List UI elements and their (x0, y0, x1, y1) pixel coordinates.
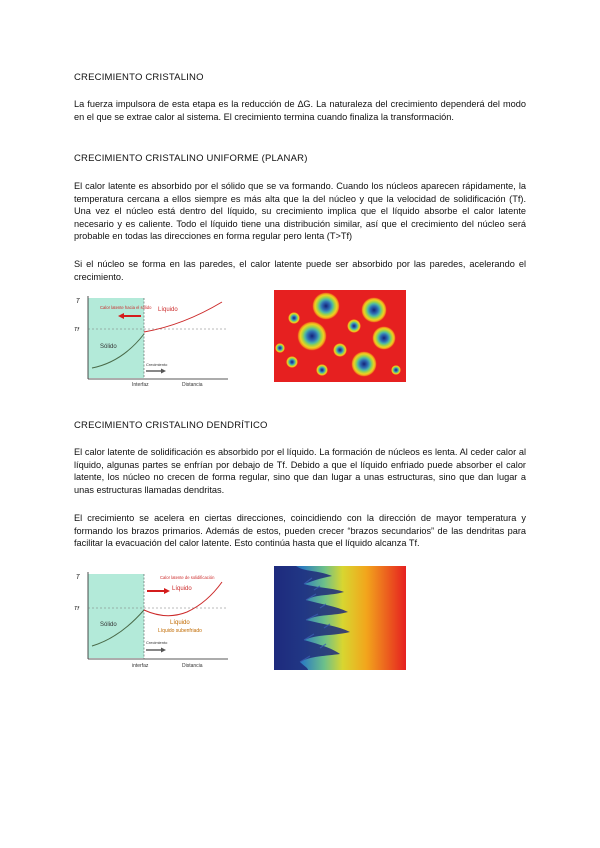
tf-label: Tf (74, 606, 79, 612)
growth-label: Crecimiento (146, 362, 168, 367)
paragraph-intro: La fuerza impulsora de esta etapa es la reducción de ∆G. La naturaleza del crecimiento dependerá del modo en el que se extrae calor al sistema. El crecimiento termina cuando finaliza la transformación. (74, 99, 526, 122)
latent-heat-label: Calor latente de solidificación (160, 575, 215, 580)
growth-label: Crecimiento (146, 640, 168, 645)
paragraph-dendritic-2: El crecimiento se acelera en ciertas direcciones, coincidiendo con la dirección de mayor temperatura y formando los brazos primarios. Además de estos, pueden crecer “brazos secundarios” de las dendritas para facilitar la evacuación del calor latente. Esto continúa hasta que el líquido alcanza Tf. (74, 513, 526, 549)
distance-label: Distancia (182, 382, 203, 388)
section-heading-crecimiento: CRECIMIENTO CRISTALINO (74, 72, 204, 83)
planar-growth-diagram (72, 292, 232, 388)
growth-arrowhead (161, 648, 166, 653)
solid-label: Sólido (100, 344, 117, 350)
nucleus-grain (372, 326, 396, 350)
dendritic-growth-diagram (72, 566, 232, 670)
liquid-label-top: Líquido (172, 586, 192, 592)
latent-heat-arrowhead (164, 588, 170, 594)
nucleus-grain (347, 319, 361, 333)
dendrite-simulation-image (274, 566, 406, 670)
axis-y-label: T (76, 575, 80, 581)
section-heading-dendritico: CRECIMIENTO CRISTALINO DENDRÍTICO (74, 420, 268, 431)
distance-label: Distancia (182, 663, 203, 669)
liquid-label-lower: Líquido (170, 620, 190, 626)
nucleus-grain (391, 365, 401, 375)
interface-label: interfaz (132, 663, 149, 669)
nucleus-grain (297, 321, 327, 351)
liquid-label: Líquido (158, 307, 178, 313)
paragraph-dendritic-1: El calor latente de solidificación es absorbido por el líquido. La formación de núcleos es lenta. Al ceder calor al líquido, algunas partes se enfrían por debajo de Tf. Debido a que el líquido enfriado puede absorber el calor latente, los núcleo no crecen de forma regular, sino que dan lugar a unas estructuras, sino que dan lugar a unas estructuras llamadas dendritas. (74, 447, 526, 495)
solid-region (88, 574, 144, 658)
paragraph-planar-2: Si el núcleo se forma en las paredes, el calor latente puede ser absorbido por las paredes, acelerando el crecimiento. (74, 259, 526, 282)
nucleus-grain (312, 292, 340, 320)
solid-region (88, 298, 144, 378)
axis-y-label: T (76, 299, 80, 305)
section-heading-planar: CRECIMIENTO CRISTALINO UNIFORME (PLANAR) (74, 153, 308, 164)
latent-heat-label: Calor latente hacia el sólido (100, 305, 152, 310)
interface-label: Interfaz (132, 382, 149, 388)
solid-label: Sólido (100, 622, 117, 628)
liquid-temperature-curve (144, 302, 222, 332)
nucleation-simulation-image (274, 290, 406, 382)
nucleus-grain (288, 312, 300, 324)
nucleus-grain (286, 356, 298, 368)
nucleus-grain (275, 343, 285, 353)
nucleus-grain (351, 351, 377, 377)
tf-label: Tf (74, 327, 79, 333)
subcooled-liquid-label: Líquido subenfriado (158, 628, 202, 634)
nucleus-grain (316, 364, 328, 376)
paragraph-planar-1: El calor latente es absorbido por el sólido que se va formando. Cuando los núcleos aparecen rápidamente, la temperatura cercana a ellos siempre es más alta que la del núcleo y que la velocidad de solidificación (Tf). Una vez el núcleo está dentro del líquido, su crecimiento implica que el líquido absorbe el calor latente necesario y es caliente. Todo el líquido tiene una distribución similar, así que el crecimiento del núcleo será probable en todas las direcciones en forma regular pero lenta (T>Tf) (74, 181, 526, 242)
growth-arrowhead (161, 369, 166, 374)
nucleus-grain (333, 343, 347, 357)
nucleus-grain (361, 297, 387, 323)
